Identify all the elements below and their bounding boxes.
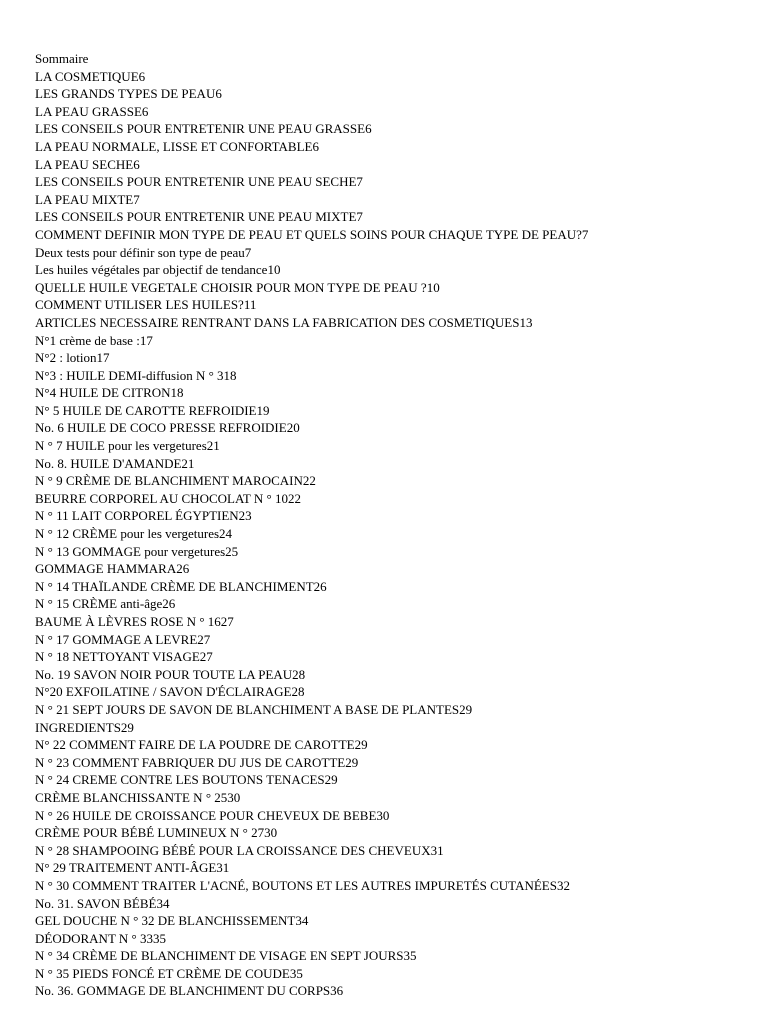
toc-entry[interactable]: N ° 15 CRÈME anti-âge26 bbox=[35, 596, 176, 612]
toc-entry[interactable]: LES GRANDS TYPES DE PEAU6 bbox=[35, 86, 222, 102]
toc-entry[interactable]: N ° 23 COMMENT FABRIQUER DU JUS DE CAROTTE29 bbox=[35, 754, 359, 770]
toc-entry[interactable]: No. 6 HUILE DE COCO PRESSE REFROIDIE20 bbox=[35, 420, 300, 436]
table-of-contents bbox=[35, 50, 755, 1000]
toc-entry[interactable]: LA PEAU SECHE6 bbox=[35, 156, 140, 172]
toc-entry[interactable]: N°2 : lotion17 bbox=[35, 350, 110, 366]
toc-entry[interactable]: N ° 18 NETTOYANT VISAGE27 bbox=[35, 649, 213, 665]
toc-entry[interactable]: N°4 HUILE DE CITRON18 bbox=[35, 385, 184, 401]
toc-entry[interactable]: DÉODORANT N ° 3335 bbox=[35, 930, 166, 946]
toc-entry[interactable]: N° 5 HUILE DE CAROTTE REFROIDIE19 bbox=[35, 402, 270, 418]
toc-entry[interactable]: No. 8. HUILE D'AMANDE21 bbox=[35, 455, 195, 471]
toc-entry[interactable]: N ° 12 CRÈME pour les vergetures24 bbox=[35, 526, 233, 542]
toc-entry[interactable]: BEURRE CORPOREL AU CHOCOLAT N ° 1022 bbox=[35, 490, 301, 506]
toc-entry[interactable]: Deux tests pour définir son type de peau7 bbox=[35, 244, 252, 260]
toc-entry[interactable]: LES CONSEILS POUR ENTRETENIR UNE PEAU MIXTE7 bbox=[35, 209, 363, 225]
toc-entry[interactable]: CRÈME POUR BÉBÉ LUMINEUX N ° 2730 bbox=[35, 825, 278, 841]
toc-entry[interactable]: BAUME À LÈVRES ROSE N ° 1627 bbox=[35, 614, 234, 629]
toc-entry[interactable]: N ° 26 HUILE DE CROISSANCE POUR CHEVEUX DE BEBE30 bbox=[35, 807, 390, 823]
toc-entry[interactable]: N° 22 COMMENT FAIRE DE LA POUDRE DE CAROTTE29 bbox=[35, 737, 368, 753]
toc-entry[interactable]: N ° 28 SHAMPOOING BÉBÉ POUR LA CROISSANCE DES CHEVEUX31 bbox=[35, 842, 444, 858]
toc-entry[interactable]: COMMENT UTILISER LES HUILES?11 bbox=[35, 297, 257, 313]
toc-entry[interactable]: N ° 34 CRÈME DE BLANCHIMENT DE VISAGE EN SEPT JOURS35 bbox=[35, 948, 417, 964]
toc-entry[interactable]: N ° 21 SEPT JOURS DE SAVON DE BLANCHIMENT A BASE DE PLANTES29 bbox=[35, 701, 473, 717]
toc-entry[interactable]: No. 36. GOMMAGE DE BLANCHIMENT DU CORPS36 bbox=[35, 983, 344, 999]
toc-entry[interactable]: N ° 11 LAIT CORPOREL ÉGYPTIEN23 bbox=[35, 508, 252, 524]
toc-entry[interactable]: N ° 13 GOMMAGE pour vergetures25 bbox=[35, 543, 239, 559]
toc-entry[interactable]: N ° 7 HUILE pour les vergetures21 bbox=[35, 438, 220, 454]
toc-entry[interactable]: N°1 crème de base :17 bbox=[35, 332, 153, 348]
toc-entry[interactable]: N ° 9 CRÈME DE BLANCHIMENT MAROCAIN22 bbox=[35, 473, 316, 489]
toc-entry[interactable]: LA PEAU NORMALE, LISSE ET CONFORTABLE6 bbox=[35, 138, 319, 154]
toc-entry[interactable]: N ° 17 GOMMAGE A LEVRE27 bbox=[35, 631, 211, 647]
toc-entry[interactable]: No. 31. SAVON BÉBÉ34 bbox=[35, 895, 170, 911]
toc-entry[interactable]: QUELLE HUILE VEGETALE CHOISIR POUR MON TYPE DE PEAU ?10 bbox=[35, 279, 440, 295]
toc-entry[interactable]: N ° 14 THAÏLANDE CRÈME DE BLANCHIMENT26 bbox=[35, 578, 327, 594]
toc-entry[interactable]: LES CONSEILS POUR ENTRETENIR UNE PEAU GRASSE6 bbox=[35, 121, 372, 137]
toc-entry[interactable]: N ° 35 PIEDS FONCÉ ET CRÈME DE COUDE35 bbox=[35, 965, 303, 981]
toc-entry[interactable]: No. 19 SAVON NOIR POUR TOUTE LA PEAU28 bbox=[35, 666, 306, 682]
toc-entry[interactable]: LA COSMETIQUE6 bbox=[35, 68, 146, 84]
toc-entry[interactable]: INGREDIENTS29 bbox=[35, 719, 134, 735]
toc-entry[interactable]: COMMENT DEFINIR MON TYPE DE PEAU ET QUELS SOINS POUR CHAQUE TYPE DE PEAU?7 bbox=[35, 226, 589, 242]
toc-title: Sommaire bbox=[35, 51, 89, 66]
toc-entry[interactable]: Les huiles végétales par objectif de tendance10 bbox=[35, 262, 281, 278]
toc-entry[interactable]: LA PEAU GRASSE6 bbox=[35, 103, 149, 119]
toc-entry[interactable]: N ° 30 COMMENT TRAITER L'ACNÉ, BOUTONS ET LES AUTRES IMPURETÉS CUTANÉES32 bbox=[35, 877, 570, 893]
toc-entry[interactable]: N ° 24 CREME CONTRE LES BOUTONS TENACES29 bbox=[35, 772, 338, 788]
toc-entry[interactable]: LES CONSEILS POUR ENTRETENIR UNE PEAU SECHE7 bbox=[35, 174, 363, 190]
toc-entry[interactable]: GOMMAGE HAMMARA26 bbox=[35, 561, 190, 577]
toc-entry[interactable]: N°3 : HUILE DEMI-diffusion N ° 318 bbox=[35, 367, 237, 383]
toc-entry[interactable]: LA PEAU MIXTE7 bbox=[35, 191, 140, 207]
toc-entry[interactable]: CRÈME BLANCHISSANTE N ° 2530 bbox=[35, 789, 241, 805]
toc-entry[interactable]: N° 29 TRAITEMENT ANTI-ÂGE31 bbox=[35, 860, 230, 876]
toc-entry[interactable]: ARTICLES NECESSAIRE RENTRANT DANS LA FABRICATION DES COSMETIQUES13 bbox=[35, 314, 533, 330]
toc-entry[interactable]: N°20 EXFOILATINE / SAVON D'ÉCLAIRAGE28 bbox=[35, 684, 305, 700]
toc-entry[interactable]: GEL DOUCHE N ° 32 DE BLANCHISSEMENT34 bbox=[35, 913, 309, 929]
